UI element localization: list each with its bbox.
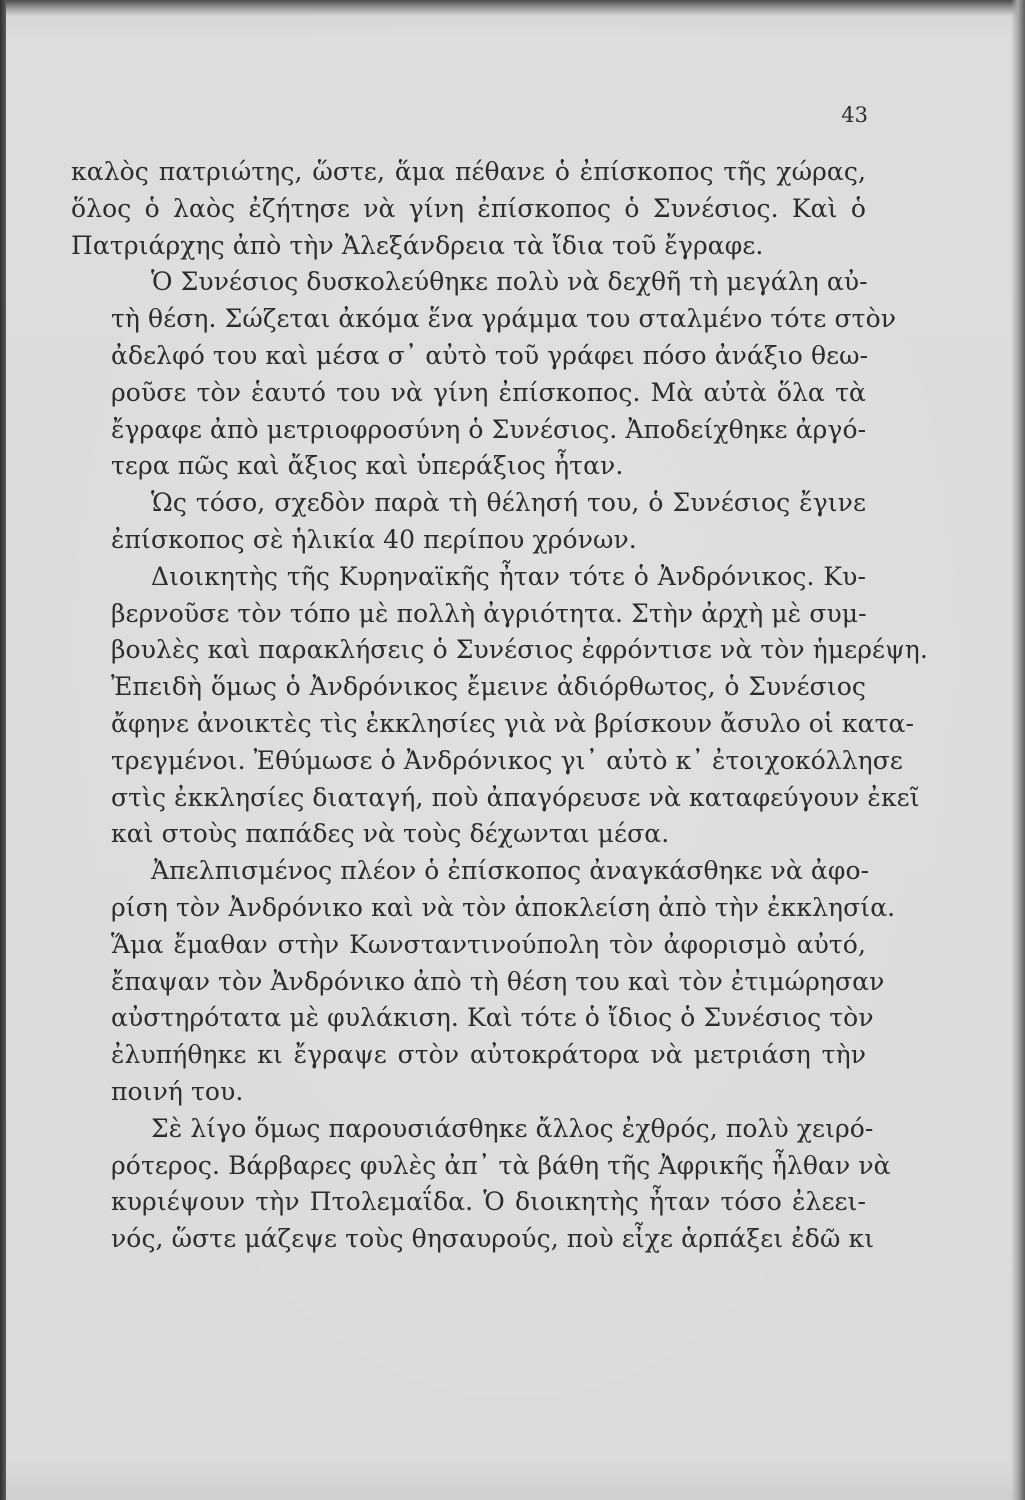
paragraph-2 (71, 264, 897, 485)
text-line: Πατριάρχης ἀπὸ τὴν Ἀλεξάνδρεια τὰ ἴδια τοῦ ἔγραφε. (71, 230, 764, 260)
text-line: ἀδελφό του καὶ μέσα σ᾽ αὐτὸ τοῦ γράφει πόσο ἀνάξιο θεω- (111, 340, 869, 370)
text-line: Ἀπελπισμένος πλέον ὁ ἐπίσκοπος ἀναγκάσθηκε νὰ ἀφο- (151, 856, 870, 886)
text-line: ἐπίσκοπος σὲ ἡλικία 40 περίπου χρόνων. (111, 524, 637, 554)
text-line: Σὲ λίγο ὅμως παρουσιάσθηκε ἄλλος ἐχθρός, πολὺ χειρό- (151, 1113, 874, 1143)
text-line: αὐστηρότατα μὲ φυλάκιση. Καὶ τότε ὁ ἴδιος ὁ Συνέσιος τὸν (111, 1003, 874, 1033)
body-text (71, 154, 928, 1258)
text-line: ἔγραφε ἀπὸ μετριοφροσύνη ὁ Συνέσιος. Ἀποδείχθηκε ἀργό- (111, 414, 867, 444)
text-line: στὶς ἐκκλησίες διαταγή, ποὺ ἀπαγόρευσε νὰ καταφεύγουν ἐκεῖ (111, 782, 920, 812)
text-line: Ὁ Συνέσιος δυσκολεύθηκε πολὺ νὰ δεχθῆ τὴ μεγάλη αὐ- (151, 267, 868, 297)
paragraph-4 (71, 559, 928, 853)
text-line: ἐλυπήθηκε κι ἔγραψε στὸν αὐτοκράτορα νὰ μετριάση τὴν (111, 1040, 866, 1070)
text-line: Ἅμα ἔμαθαν στὴν Κωνσταντινούπολη τὸν ἀφορισμὸ αὐτό, (111, 929, 866, 959)
text-line: ρότερος. Βάρβαρες φυλὲς ἀπ᾽ τὰ βάθη τῆς Ἀφρικῆς ἦλθαν νὰ (111, 1150, 891, 1180)
paragraph-6 (71, 1111, 891, 1258)
scan-right-edge (1011, 0, 1025, 1500)
text-line: ροῦσε τὸν ἑαυτό του νὰ γίνη ἐπίσκοπος. Μὰ αὐτὰ ὅλα τὰ (111, 377, 866, 407)
text-line: τρεγμένοι. Ἐθύμωσε ὁ Ἀνδρόνικος γι᾽ αὐτὸ κ᾽ ἐτοιχοκόλλησε (111, 745, 903, 775)
text-line: Ὡς τόσο, σχεδὸν παρὰ τὴ θέλησή του, ὁ Συνέσιος ἔγινε (151, 488, 866, 518)
text-line: νός, ὥστε μάζεψε τοὺς θησαυρούς, ποὺ εἶχε ἁρπάξει ἐδῶ κι (111, 1224, 875, 1254)
paragraph-3 (71, 485, 866, 559)
text-line: ὅλος ὁ λαὸς ἐζήτησε νὰ γίνη ἐπίσκοπος ὁ Συνέσιος. Καὶ ὁ (71, 193, 866, 223)
text-line: Ἐπειδὴ ὅμως ὁ Ἀνδρόνικος ἔμεινε ἀδιόρθωτος, ὁ Συνέσιος (111, 672, 866, 702)
text-line: ἔπαψαν τὸν Ἀνδρόνικο ἀπὸ τὴ θέση του καὶ τὸν ἐτιμώρησαν (111, 966, 885, 996)
text-line: ποινή του. (111, 1076, 244, 1106)
text-line: Διοικητὴς τῆς Κυρηναϊκῆς ἦταν τότε ὁ Ἀνδρόνικος. Κυ- (151, 561, 866, 591)
text-line: βουλὲς καὶ παρακλήσεις ὁ Συνέσιος ἐφρόντισε νὰ τὸν ἡμερέψη. (111, 635, 928, 665)
paragraph-1 (71, 154, 866, 264)
text-line: τερα πῶς καὶ ἄξιος καὶ ὑπεράξιος ἦταν. (111, 451, 624, 481)
text-line: τὴ θέση. Σώζεται ἀκόμα ἕνα γράμμα του σταλμένο τότε στὸν (111, 304, 897, 334)
text-line: καὶ στοὺς παπάδες νὰ τοὺς δέχωνται μέσα. (111, 819, 670, 849)
text-line: καλὸς πατριώτης, ὥστε, ἅμα πέθανε ὁ ἐπίσκοπος τῆς χώρας, (71, 157, 866, 186)
paragraph-5 (71, 853, 896, 1111)
page-number: 43 (841, 103, 868, 127)
book-page (6, 0, 1025, 1500)
text-line: ρίση τὸν Ἀνδρόνικο καὶ νὰ τὸν ἀποκλείση ἀπὸ τὴν ἐκκλησία. (111, 892, 896, 922)
text-line: βερνοῦσε τὸν τόπο μὲ πολλὴ ἀγριότητα. Στὴν ἀρχὴ μὲ συμ- (111, 598, 867, 628)
scan-top-edge (6, 0, 1025, 16)
text-line: ἄφηνε ἀνοικτὲς τὶς ἐκκλησίες γιὰ νὰ βρίσκουν ἄσυλο οἱ κατα- (111, 708, 915, 738)
text-line: κυριέψουν τὴν Πτολεμαΐδα. Ὁ διοικητὴς ἦταν τόσο ἐλεει- (111, 1187, 866, 1217)
